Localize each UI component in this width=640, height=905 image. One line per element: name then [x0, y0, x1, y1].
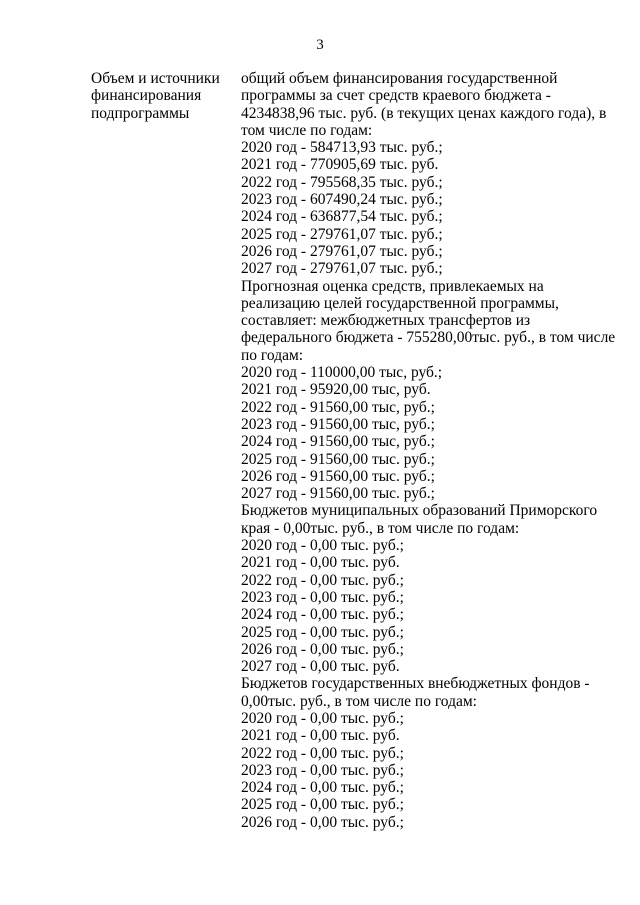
funding-line: федерального бюджета - 755280,00тыс. руб., в том числе [241, 329, 616, 347]
funding-details [241, 70, 616, 831]
funding-line: 2021 год - 95920,00 тыс, руб. [241, 381, 431, 399]
funding-line: том числе по годам: [241, 121, 373, 139]
funding-line: 2025 год - 0,00 тыс. руб.; [241, 623, 404, 641]
funding-line: 2023 год - 0,00 тыс. руб.; [241, 588, 404, 606]
funding-line: 2023 год - 91560,00 тыс, руб.; [241, 415, 435, 433]
funding-line: 2022 год - 0,00 тыс. руб.; [241, 744, 404, 762]
funding-line: 2024 год - 636877,54 тыс. руб.; [241, 208, 443, 226]
funding-line: общий объем финансирования государственной [241, 70, 558, 87]
funding-line: 2026 год - 0,00 тыс. руб.; [241, 640, 404, 658]
funding-line: 2023 год - 607490,24 тыс. руб.; [241, 191, 443, 209]
funding-line: края - 0,00тыс. руб., в том числе по годам: [241, 519, 520, 537]
funding-line: 2020 год - 584713,93 тыс. руб.; [241, 139, 443, 157]
funding-line: 2020 год - 0,00 тыс. руб.; [241, 537, 404, 555]
funding-line: 2022 год - 795568,35 тыс. руб.; [241, 173, 443, 191]
section-label-line: Объем и источники [91, 70, 220, 87]
funding-line: 2025 год - 91560,00 тыс. руб.; [241, 450, 435, 468]
funding-line: 2021 год - 0,00 тыс. руб. [241, 727, 400, 745]
funding-line: составляет: межбюджетных трансфертов из [241, 312, 531, 330]
page-number: 3 [316, 37, 324, 53]
funding-line: 2027 год - 91560,00 тыс. руб.; [241, 485, 435, 503]
funding-line: 2026 год - 0,00 тыс. руб.; [241, 813, 404, 831]
funding-line: 2025 год - 0,00 тыс. руб.; [241, 796, 404, 814]
section-label-line: финансирования [91, 87, 202, 105]
funding-line: реализацию целей государственной программы, [241, 294, 559, 312]
funding-line: 2024 год - 91560,00 тыс, руб.; [241, 433, 435, 451]
section-label [91, 70, 231, 122]
funding-line: Прогнозная оценка средств, привлекаемых на [241, 277, 544, 295]
funding-line: 2024 год - 0,00 тыс. руб.; [241, 779, 404, 797]
funding-line: 2027 год - 0,00 тыс. руб. [241, 658, 400, 676]
funding-line: 2022 год - 0,00 тыс. руб.; [241, 571, 404, 589]
funding-line: 0,00тыс. руб., в том числе по годам: [241, 692, 477, 710]
funding-line: 2025 год - 279761,07 тыс. руб.; [241, 225, 443, 243]
funding-line: 2026 год - 91560,00 тыс. руб.; [241, 467, 435, 485]
section-label-line: подпрограммы [91, 104, 190, 122]
funding-line: 2023 год - 0,00 тыс. руб.; [241, 761, 404, 779]
funding-line: 4234838,96 тыс. руб. (в текущих ценах каждого года), в [241, 104, 607, 122]
funding-line: 2021 год - 0,00 тыс. руб. [241, 554, 400, 572]
funding-line: Бюджетов государственных внебюджетных фондов - [241, 675, 590, 693]
funding-line: 2022 год - 91560,00 тыс, руб.; [241, 398, 435, 416]
funding-line: Бюджетов муниципальных образований Приморского [241, 502, 598, 520]
funding-line: 2021 год - 770905,69 тыс. руб. [241, 156, 439, 174]
funding-line: 2024 год - 0,00 тыс. руб.; [241, 606, 404, 624]
funding-line: 2020 год - 110000,00 тыс, руб.; [241, 364, 443, 382]
funding-line: 2020 год - 0,00 тыс. руб.; [241, 709, 404, 727]
funding-line: 2026 год - 279761,07 тыс. руб.; [241, 242, 443, 260]
funding-line: 2027 год - 279761,07 тыс. руб.; [241, 260, 443, 278]
funding-line: программы за счет средств краевого бюджета - [241, 87, 551, 105]
funding-line: по годам: [241, 346, 304, 364]
